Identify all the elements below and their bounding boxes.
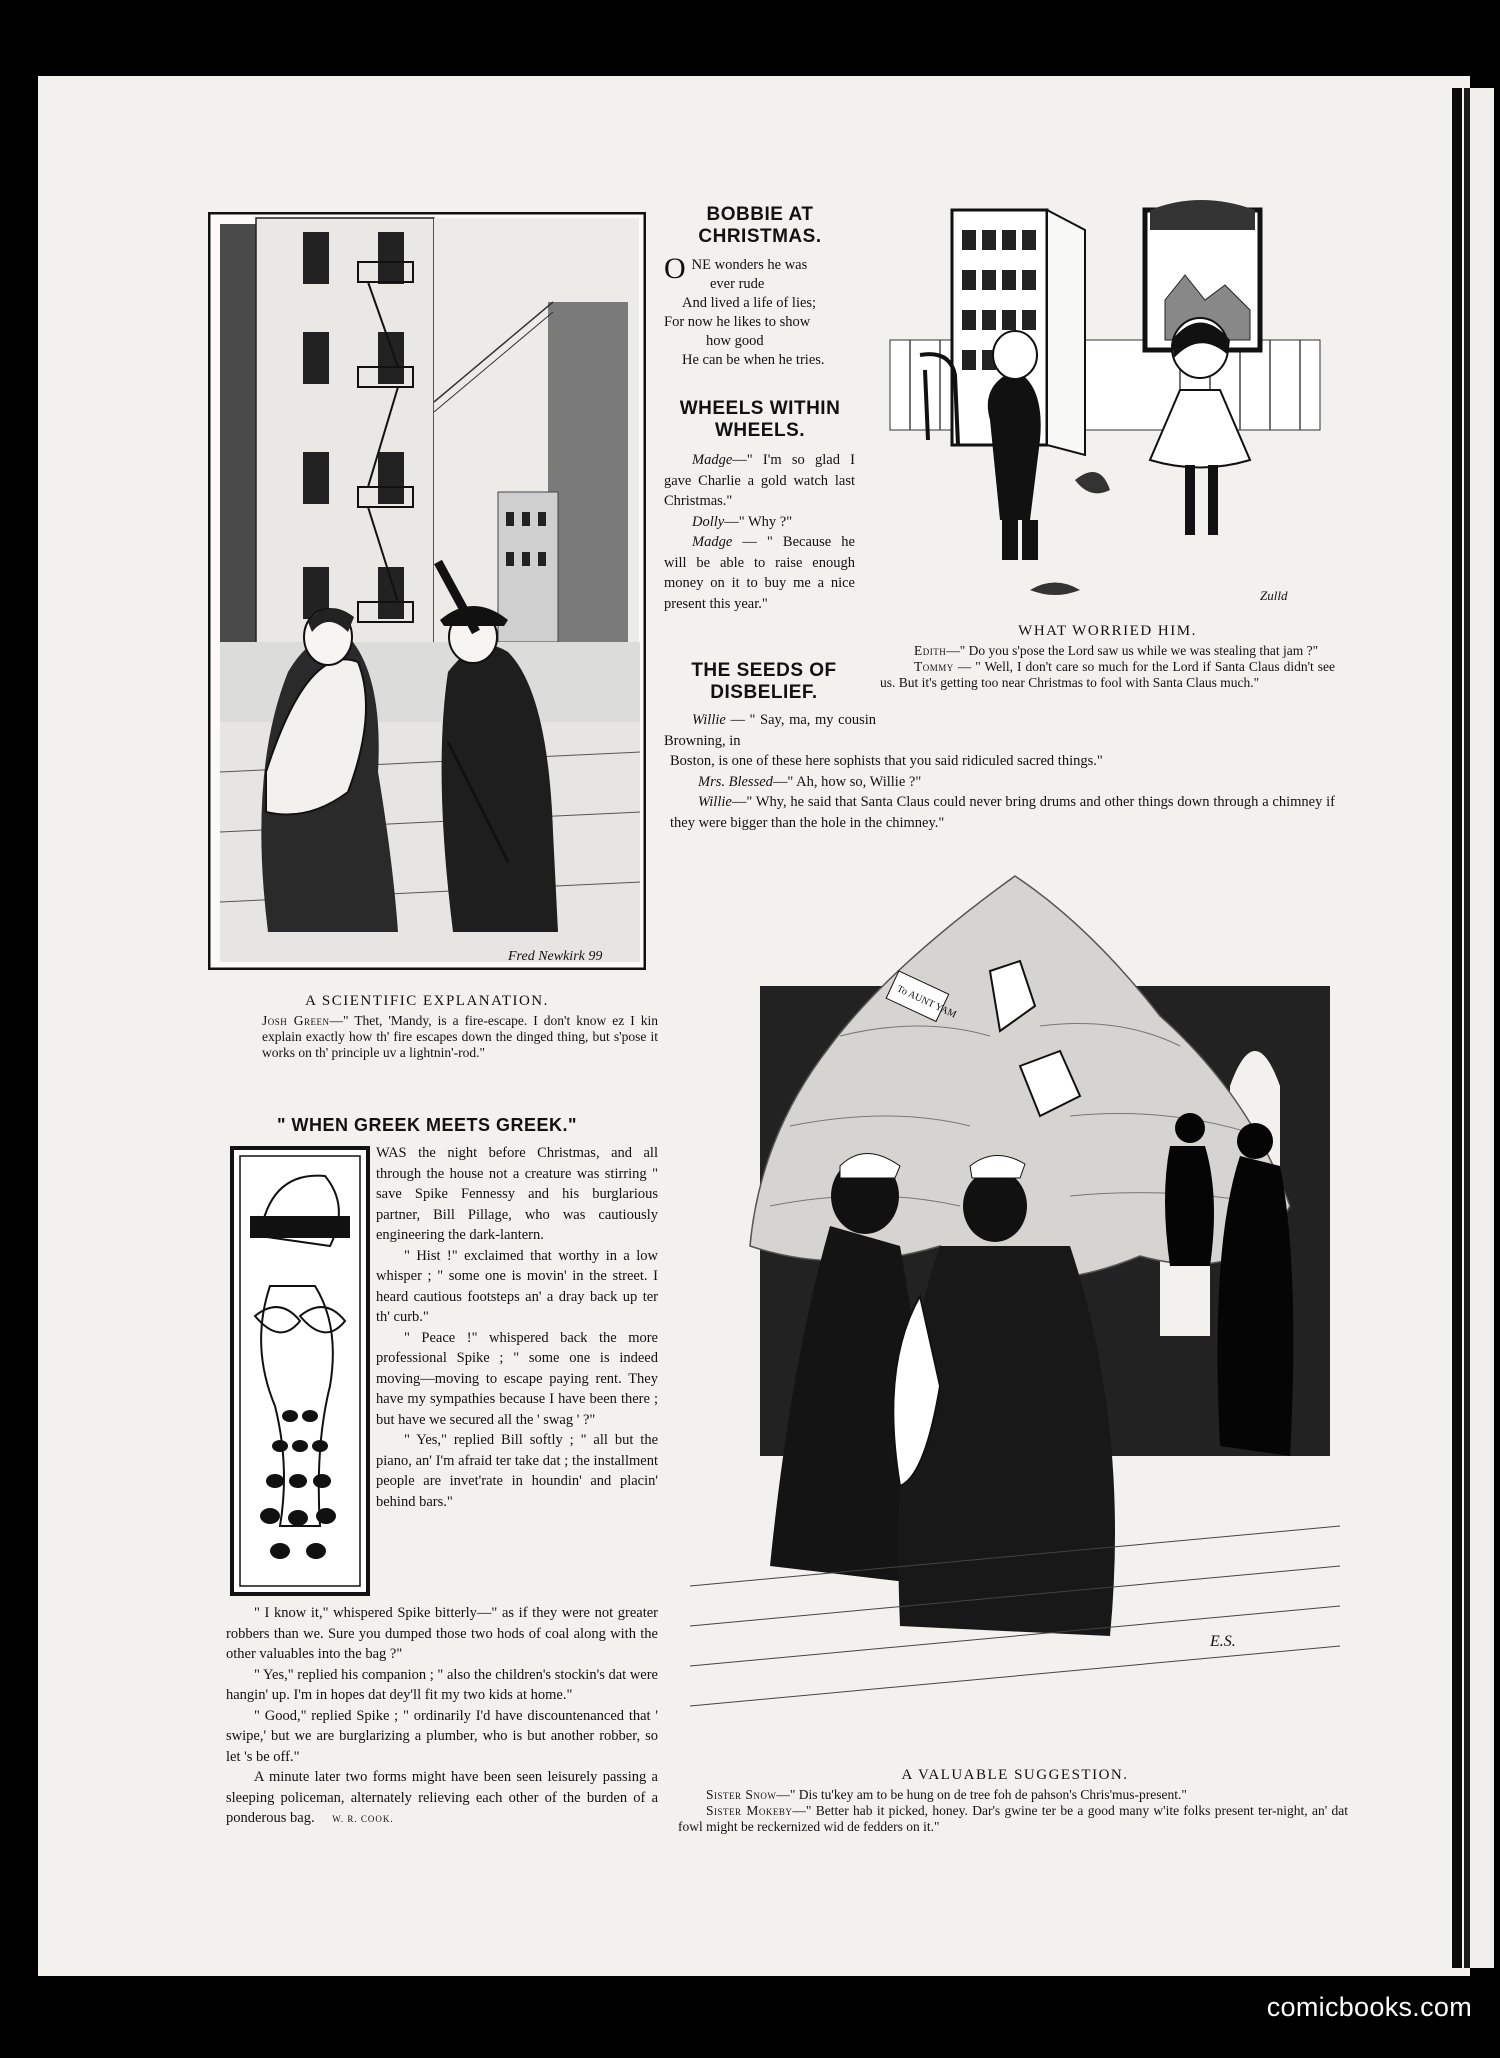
story-paragraph: " I know it," whispered Spike bitterly—" as if they were not greater robbers than we. Sure you dumped those two hods of coal along with the other valuables into the bag ?" [226, 1605, 658, 1662]
speaker-josh-green: Josh Green [262, 1013, 330, 1028]
seeds-text [670, 751, 1335, 833]
poem-line: NE wonders he was [691, 257, 808, 273]
page-gutter [1452, 88, 1462, 1968]
poem-line: For now he likes to show [664, 314, 811, 330]
story-paragraph: " Peace !" whispered back the more professional Spike ; " some one is indeed moving—moving to escape paying rent. They have my sympathies because I have been there ; but have we secured all the ' swag ' ?" [376, 1329, 658, 1428]
poem-line: how good [706, 333, 764, 349]
story-paragraph: " Yes," replied his companion ; " also the children's stockin's dat were hangin' up. I'm in hopes dat dey'll fit my two kids at home." [226, 1666, 658, 1703]
speaker-madge: Madge [692, 534, 733, 550]
wheels-heading: WHEELS WITHIN WHEELS. [679, 398, 841, 441]
scientific-caption-body [262, 1013, 658, 1061]
valuable-caption-title: A VALUABLE SUGGESTION. [901, 1767, 1129, 1783]
peacock-ornament [230, 1146, 370, 1596]
christmas-tree-illustration [690, 866, 1340, 1756]
story-paragraph: " Yes," replied Bill softly ; " all but the piano, an' I'm afraid ter take dat ; the installment people are invet'rate in houndin' and placin' behind bars." [376, 1432, 658, 1510]
speaker-willie: Willie [692, 712, 726, 728]
poem-line: ever rude [710, 276, 765, 292]
seeds-intro [664, 710, 876, 751]
author-credit: W. R. COOK. [332, 1814, 394, 1824]
seeds-heading: THE SEEDS OF DISBELIEF. [691, 660, 837, 703]
bobbie-poem [664, 252, 864, 370]
josh-green-line: —" Thet, 'Mandy, is a fire-escape. I don't know ez I kin explain exactly how th' fire escapes down the dinged thing, but s'pose it works on th' principle uv a lightnin'-rod." [262, 1013, 658, 1060]
speaker-mrs-blessed: Mrs. Blessed [698, 773, 773, 790]
poem-line: And lived a life of lies; [682, 295, 817, 311]
story-paragraph: A minute later two forms might have been seen leisurely passing a sleeping policeman, alternately relieving each other of the burden of a ponderous bag. [226, 1769, 658, 1826]
greek-story-full-width [226, 1603, 658, 1830]
dialogue-line: —" Ah, how so, Willie ?" [772, 773, 922, 790]
sister-mokeby-line: —" Better hab it picked, honey. Dar's gwine ter be a good many w'ite folks present ter-night, an' dat fowl might be reckernized wid de fedders on it." [678, 1803, 1349, 1834]
dialogue-line: — " Say, ma, my cousin Browning, in [664, 712, 876, 749]
greek-story-first-column [376, 1143, 658, 1512]
dialogue-line: — " Because he will be able to raise enough money on it to buy me a nice present this year." [664, 534, 855, 612]
dialogue-line: —" Why ?" [724, 513, 793, 530]
speaker-tommy: Tommy [914, 659, 954, 674]
tommy-line: — " Well, I don't care so much for the Lord if Santa Claus didn't see us. But it's getting too near Christmas to fool with Santa Claus much." [880, 659, 1335, 690]
speaker-sister-mokeby: Sister Mokeby [706, 1803, 793, 1818]
dialogue-line: —" Why, he said that Santa Claus could never bring drums and other things down through a chimney if they were bigger than the hole in the chimney." [670, 794, 1335, 831]
scientific-caption-title: A SCIENTIFIC EXPLANATION. [305, 993, 549, 1009]
edith-line: —" Do you s'pose the Lord saw us while we was stealing that jam ?" [946, 643, 1319, 658]
worried-caption-body [880, 643, 1335, 691]
poem-line: He can be when he tries. [682, 352, 825, 368]
story-paragraph: " Good," replied Spike ; " ordinarily I'd have discountenanced that ' swipe,' but we are burglarizing a plumber, who is but another robber, so let 's be off." [226, 1707, 658, 1765]
dialogue-line: Boston, is one of these here sophists that you said ridiculed sacred things." [670, 753, 1103, 769]
worried-caption-title: WHAT WORRIED HIM. [1018, 623, 1197, 639]
sister-snow-line: —" Dis tu'key am to be hung on de tree foh de pahson's Chris'mus-present." [776, 1787, 1187, 1802]
facing-page-edge [1464, 88, 1494, 1968]
speaker-edith: Edith [914, 643, 947, 658]
speaker-dolly: Dolly [692, 513, 725, 530]
site-watermark: comicbooks.com [1266, 1992, 1472, 2022]
speaker-sister-snow: Sister Snow [706, 1787, 777, 1802]
speaker-madge: Madge [692, 452, 733, 468]
bobbie-heading: BOBBIE AT CHRISTMAS. [698, 204, 822, 247]
drop-cap-o: O [664, 252, 686, 285]
artist-signature-zulld: Zulld [1260, 588, 1288, 603]
tree-tag-label: To AUNT YAM [895, 983, 958, 1021]
speaker-willie: Willie [698, 794, 732, 810]
story-paragraph: WAS the night before Christmas, and all through the house not a creature was stirring " save Spike Fennessy and his burglarious partner, Bill Pillage, who was cautiously engineering the dark-lantern. [376, 1145, 658, 1243]
artist-signature-es: E.S. [1210, 1633, 1236, 1650]
valuable-caption-body [678, 1787, 1348, 1835]
artist-signature-newkirk: Fred Newkirk 99 [508, 949, 603, 964]
story-paragraph: " Hist !" exclaimed that worthy in a low whisper ; " some one is movin' in the street. I heard cautious footsteps an' a dray back up ter th' curb." [376, 1247, 658, 1325]
dialogue-line: —" I'm so glad I gave Charlie a gold watch last Christmas." [664, 452, 855, 509]
greek-heading: " WHEN GREEK MEETS GREEK." [276, 1115, 578, 1135]
fire-escape-illustration [208, 212, 646, 970]
wheels-text [664, 450, 855, 614]
jam-cupboard-illustration [880, 190, 1335, 620]
